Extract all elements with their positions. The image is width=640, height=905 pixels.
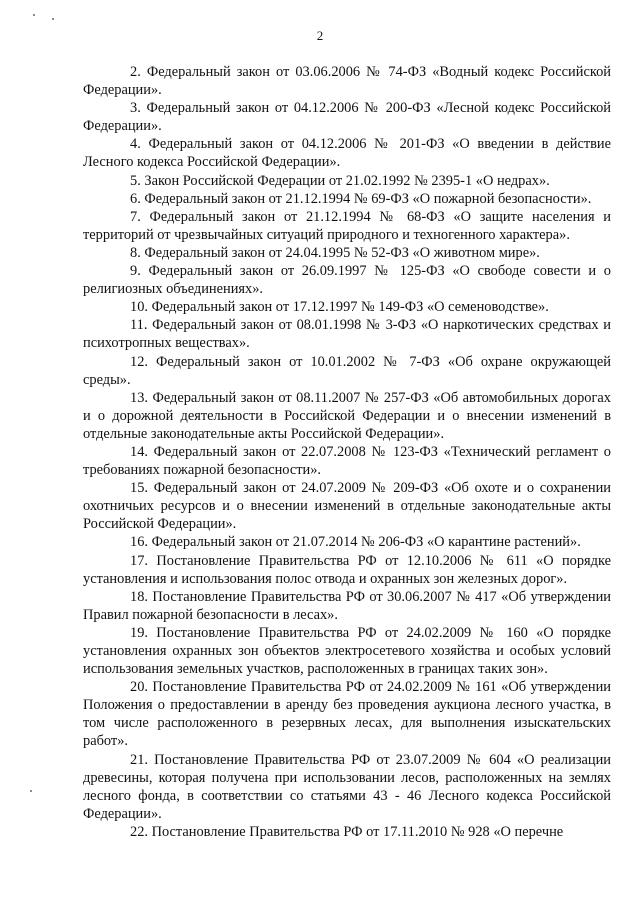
list-item: 16. Федеральный закон от 21.07.2014 № 206-ФЗ «О карантине растений». <box>130 534 581 551</box>
list-item: 4. Федеральный закон от 04.12.2006 № 201-ФЗ «О введении в действие Лесного кодекса Российской Федерации». <box>83 136 611 171</box>
list-item: 9. Федеральный закон от 26.09.1997 № 125-ФЗ «О свободе совести и о религиозных объединениях». <box>83 263 611 298</box>
page-number: 2 <box>316 28 324 43</box>
list-item: 18. Постановление Правительства РФ от 30.06.2007 № 417 «Об утверждении Правил пожарной безопасности в лесах». <box>83 588 611 623</box>
list-item: 17. Постановление Правительства РФ от 12.10.2006 № 611 «О порядке установления и использования полос отвода и охранных зон железных дорог». <box>83 552 611 587</box>
document-body <box>83 63 611 841</box>
list-item: 3. Федеральный закон от 04.12.2006 № 200-ФЗ «Лесной кодекс Российской Федерации». <box>83 100 611 135</box>
list-item: 7. Федеральный закон от 21.12.1994 № 68-ФЗ «О защите населения и территорий от чрезвычайных ситуаций природного и техногенного характера». <box>83 208 611 243</box>
list-item: 2. Федеральный закон от 03.06.2006 № 74-ФЗ «Водный кодекс Российской Федерации». <box>83 64 611 99</box>
list-item: 13. Федеральный закон от 08.11.2007 № 257-ФЗ «Об автомобильных дорогах и о дорожной деятельности в Российской Федерации и о внесении изменений в отдельные законодательные акты Российской Федерации». <box>83 389 611 442</box>
list-item: 12. Федеральный закон от 10.01.2002 № 7-ФЗ «Об охране окружающей среды». <box>83 353 611 388</box>
scan-speck <box>30 790 32 792</box>
list-item: 15. Федеральный закон от 24.07.2009 № 209-ФЗ «Об охоте и о сохранении охотничьих ресурсов и о внесении изменений в отдельные законодательные акты Российской Федерации». <box>83 480 611 533</box>
list-item: 6. Федеральный закон от 21.12.1994 № 69-ФЗ «О пожарной безопасности». <box>130 190 592 207</box>
scan-speck <box>52 18 54 20</box>
list-item: 20. Постановление Правительства РФ от 24.02.2009 № 161 «Об утверждении Положения о предоставлении в аренду без проведения аукциона лесного участка, в том числе расположенного в резервных лесах, для выполнения изыскательских работ». <box>83 679 611 750</box>
list-item: 22. Постановление Правительства РФ от 17.11.2010 № 928 «О перечне <box>130 823 564 840</box>
list-item: 8. Федеральный закон от 24.04.1995 № 52-ФЗ «О животном мире». <box>130 244 540 261</box>
list-item: 11. Федеральный закон от 08.01.1998 № 3-ФЗ «О наркотических средствах и психотропных веществах». <box>83 317 611 352</box>
list-item: 5. Закон Российской Федерации от 21.02.1992 № 2395-1 «О недрах». <box>130 172 550 189</box>
scan-speck <box>33 14 35 16</box>
list-item: 21. Постановление Правительства РФ от 23.07.2009 № 604 «О реализации древесины, которая получена при использовании лесов, расположенных на землях лесного фонда, в соответствии со статьями 43 - 46 Лесного кодекса Российской Федерации». <box>83 751 611 822</box>
list-item: 10. Федеральный закон от 17.12.1997 № 149-ФЗ «О семеноводстве». <box>130 299 549 316</box>
list-item: 19. Постановление Правительства РФ от 24.02.2009 № 160 «О порядке установления охранных зон объектов электросетевого хозяйства и особых условий использования земельных участков, расположенных в границах таких зон». <box>83 624 611 678</box>
list-item: 14. Федеральный закон от 22.07.2008 № 123-ФЗ «Технический регламент о требованиях пожарной безопасности». <box>83 443 611 479</box>
